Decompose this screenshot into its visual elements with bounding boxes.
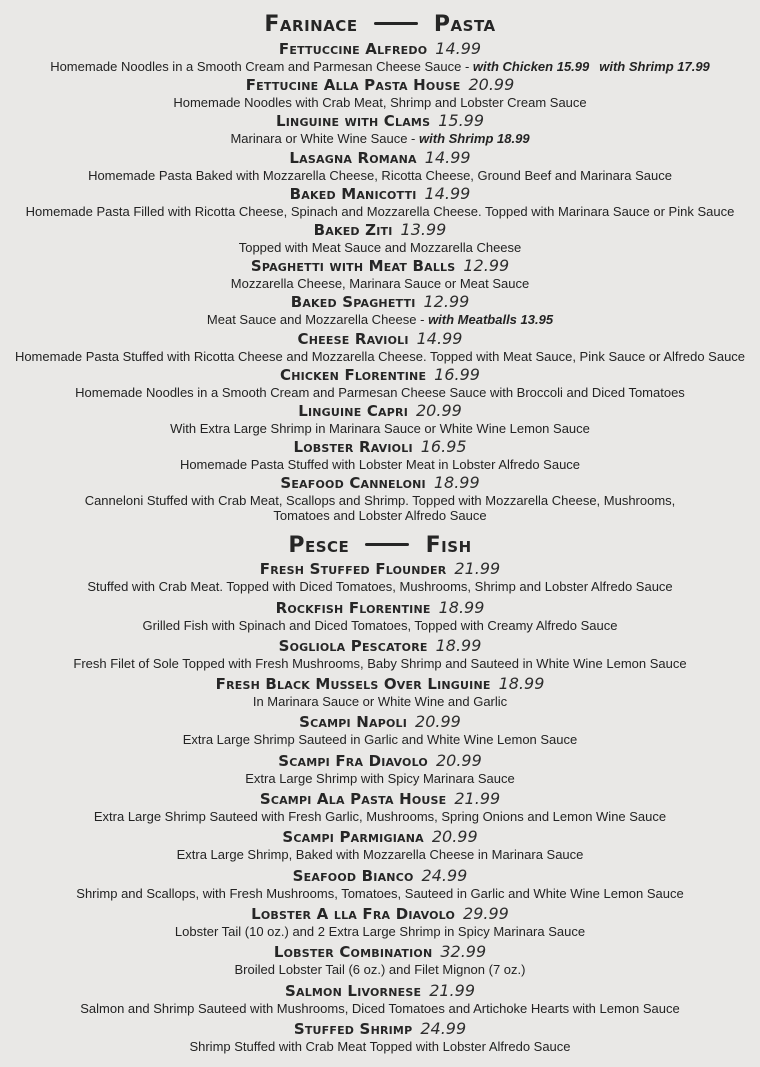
menu-item-description-text: Homemade Noodles with Crab Meat, Shrimp and Lobster Cream Sauce <box>173 95 587 111</box>
menu-item-heading <box>0 256 760 276</box>
menu-item-heading <box>0 636 760 656</box>
menu-item-description <box>0 847 760 862</box>
menu-item-name: Baked Manicotti <box>289 184 417 203</box>
menu-item-heading <box>0 329 760 349</box>
menu-item-heading <box>0 827 760 847</box>
menu-item-name: Fettuccine Alfredo <box>278 40 428 58</box>
menu-item <box>0 256 760 291</box>
menu-item-description-text: Shrimp and Scallops, with Fresh Mushrooms, Tomatoes, Sauteed in Garlic and White Wine Lemon Sauce <box>76 885 684 901</box>
menu-item-description-text: Extra Large Shrimp, Baked with Mozzarella Cheese in Marinara Sauce <box>176 847 584 863</box>
menu-item-price: 21.99 <box>429 980 475 1000</box>
menu-item-description-text: Homemade Pasta Baked with Mozzarella Cheese, Ricotta Cheese, Ground Beef and Marinara Sauce <box>88 167 672 183</box>
menu-item <box>0 75 760 110</box>
menu-item-description <box>0 385 760 400</box>
menu-item-addon-price: with Chicken 15.99 <box>472 59 590 74</box>
menu-item-heading <box>0 184 760 204</box>
menu-item-name: Fettucine Alla Pasta House <box>245 76 461 95</box>
menu-item-description <box>0 579 760 594</box>
menu-item <box>0 365 760 400</box>
menu-item-price: 21.99 <box>454 789 501 809</box>
menu-item-description <box>0 168 760 183</box>
menu-item-description <box>0 95 760 110</box>
menu-item-price: 18.99 <box>433 473 480 493</box>
menu-item-description-text: Homemade Noodles in a Smooth Cream and Parmesan Cheese Sauce with Broccoli and Diced Tomatoes <box>75 384 685 400</box>
menu-item-price: 20.99 <box>435 750 482 770</box>
menu-item-name: Lobster Combination <box>273 943 433 962</box>
menu-item-heading <box>0 751 760 771</box>
menu-item-name: Seafood Bianco <box>292 866 414 885</box>
menu-item-description-text: Extra Large Shrimp Sauteed in Garlic and White Wine Lemon Sauce <box>182 732 578 748</box>
menu-item-description-text: Lobster Tail (10 oz.) and 2 Extra Large Shrimp in Spicy Marinara Sauce <box>174 923 586 939</box>
menu-item-description <box>0 694 760 709</box>
menu-item-name: Scampi Parmigiana <box>282 828 424 847</box>
menu-item <box>0 904 760 939</box>
menu-item-name: Lasagna Romana <box>289 148 417 167</box>
menu-item-price: 20.99 <box>468 75 515 95</box>
menu-item <box>0 220 760 255</box>
menu-item <box>0 184 760 219</box>
pasta-title-italian: Farinace <box>264 12 358 37</box>
menu-item-heading <box>0 111 760 131</box>
menu-item-heading <box>0 712 760 732</box>
menu-item-price: 12.99 <box>463 256 510 276</box>
menu-item-heading <box>0 365 760 385</box>
menu-item-price: 18.99 <box>435 635 482 655</box>
menu-item <box>0 559 760 594</box>
menu-item-name: Fresh Black Mussels Over Linguine <box>215 675 491 694</box>
menu-item-price: 20.99 <box>416 400 462 420</box>
menu-item-description <box>0 771 760 786</box>
menu-item-description <box>0 656 760 671</box>
menu-item-price: 14.99 <box>424 147 471 167</box>
menu-item-name: Seafood Canneloni <box>280 474 426 493</box>
menu-item-name: Baked Ziti <box>313 220 393 239</box>
menu-item-name: Lobster A lla Fra Diavolo <box>251 904 456 923</box>
fish-title-english: Fish <box>425 533 472 559</box>
menu-item-price: 18.99 <box>498 674 545 694</box>
menu-item-description <box>0 59 760 74</box>
menu-item-price: 13.99 <box>400 219 447 239</box>
menu-item-price: 24.99 <box>420 1018 467 1038</box>
menu-item <box>0 636 760 671</box>
menu-item-description-text: Homemade Pasta Filled with Ricotta Cheese, Spinach and Mozzarella Cheese. Topped with Marinara Sauce or Pink Sauce <box>25 203 735 219</box>
menu-item-heading <box>0 75 760 95</box>
menu-item-description-text: With Extra Large Shrimp in Marinara Sauce or White Wine Lemon Sauce <box>170 420 590 436</box>
menu-item-price: 29.99 <box>463 903 509 923</box>
menu-item-description-text: In Marinara Sauce or White Wine and Garlic <box>252 694 508 710</box>
menu-item-description-text: Salmon and Shrimp Sauteed with Mushrooms, Diced Tomatoes and Artichoke Hearts with Lemon Sauce <box>80 1000 680 1016</box>
menu-item-name: Spaghetti with Meat Balls <box>250 257 456 276</box>
menu-item-heading <box>0 598 760 618</box>
menu-item-description-text: Fresh Filet of Sole Topped with Fresh Mushrooms, Baby Shrimp and Sauteed in White Wine Lemon Sauce <box>73 655 687 671</box>
menu-item-heading <box>0 904 760 924</box>
menu-item-description <box>0 924 760 939</box>
pasta-section-title <box>0 0 760 38</box>
menu-item-heading <box>0 401 760 421</box>
menu-item-description <box>0 1001 760 1016</box>
title-dash-divider <box>374 22 418 25</box>
menu-item-description <box>0 131 760 146</box>
fish-item-list <box>0 559 760 1054</box>
menu-item <box>0 598 760 633</box>
menu-item-price: 12.99 <box>423 292 470 312</box>
menu-item-description-text: Extra Large Shrimp with Spicy Marinara Sauce <box>245 770 515 786</box>
menu-item <box>0 473 760 523</box>
menu-item-description-text: Meat Sauce and Mozzarella Cheese - <box>206 312 425 328</box>
menu-item <box>0 39 760 74</box>
menu-item-name: Chicken Florentine <box>280 365 427 384</box>
menu-item-price: 20.99 <box>431 827 478 847</box>
menu-item-price: 16.99 <box>434 364 480 384</box>
menu-item <box>0 751 760 786</box>
menu-item <box>0 866 760 901</box>
menu-item-description <box>0 1039 760 1054</box>
menu-item-description-text: Extra Large Shrimp Sauteed with Fresh Garlic, Mushrooms, Spring Onions and Lemon Wine Sauce <box>93 809 667 825</box>
menu-item-description-text: Broiled Lobster Tail (6 oz.) and Filet Mignon (7 oz.) <box>234 962 526 978</box>
menu-item-name: Baked Spaghetti <box>290 293 416 312</box>
menu-item-price: 32.99 <box>440 942 487 962</box>
menu-item-price: 16.95 <box>420 437 467 457</box>
menu-item-price: 14.99 <box>416 328 463 348</box>
menu-item-description <box>0 276 760 291</box>
menu-item-heading <box>0 1019 760 1039</box>
menu-item-heading <box>0 473 760 493</box>
menu-item-heading <box>0 437 760 457</box>
menu-item-heading <box>0 559 760 579</box>
menu-item-price: 14.99 <box>424 183 471 203</box>
menu-item-description-text: Mozzarella Cheese, Marinara Sauce or Meat Sauce <box>230 276 530 292</box>
menu-item <box>0 111 760 146</box>
menu-item-name: Scampi Ala Pasta House <box>259 790 447 809</box>
menu-item-addon-price: with Meatballs 13.95 <box>428 312 554 328</box>
menu-item-price: 20.99 <box>415 712 461 732</box>
menu-item-heading <box>0 674 760 694</box>
menu-item <box>0 712 760 747</box>
menu-item-description-text: Canneloni Stuffed with Crab Meat, Scallops and Shrimp. Topped with Mozzarella Cheese, Mushrooms, Tomatoes and Lobster Alfredo Sauce <box>84 493 676 524</box>
menu-item-description <box>0 312 760 327</box>
menu-item-name: Scampi Fra Diavolo <box>278 751 428 770</box>
menu-item-name: Scampi Napoli <box>299 713 408 732</box>
menu-item-heading <box>0 789 760 809</box>
menu-item <box>0 674 760 709</box>
menu-item-description-text: Grilled Fish with Spinach and Diced Tomatoes, Topped with Creamy Alfredo Sauce <box>142 617 618 633</box>
menu-item <box>0 401 760 436</box>
menu-item-description <box>0 457 760 472</box>
menu-item-name: Salmon Livornese <box>284 981 422 1000</box>
menu-item-price: 14.99 <box>435 39 482 58</box>
menu-item-description <box>80 493 680 523</box>
menu-item <box>0 292 760 327</box>
menu-item-name: Sogliola Pescatore <box>278 636 428 655</box>
menu-item-description <box>0 886 760 901</box>
menu-item-heading <box>0 981 760 1001</box>
menu-item <box>0 329 760 364</box>
fish-section-title <box>0 533 760 559</box>
menu-item-price: 24.99 <box>421 865 468 885</box>
menu-item <box>0 942 760 977</box>
menu-item-description <box>0 204 760 219</box>
menu-item-description <box>0 732 760 747</box>
menu-item-name: Stuffed Shrimp <box>293 1019 413 1038</box>
menu-item-heading <box>0 148 760 168</box>
menu-item <box>0 437 760 472</box>
fish-title-italian: Pesce <box>288 533 350 559</box>
menu-item-description-text: Stuffed with Crab Meat. Topped with Diced Tomatoes, Mushrooms, Shrimp and Lobster Alfredo Sauce <box>87 579 673 595</box>
menu-item-description-text: Homemade Pasta Stuffed with Lobster Meat in Lobster Alfredo Sauce <box>179 457 581 473</box>
menu-item-description <box>0 421 760 436</box>
menu-item-heading <box>0 220 760 240</box>
menu-item-description <box>0 962 760 977</box>
menu-item-heading <box>0 866 760 886</box>
menu-item <box>0 827 760 862</box>
menu-item-description <box>0 349 760 364</box>
menu-item-addon-price: with Shrimp 17.99 <box>599 59 710 74</box>
menu-item-name: Rockfish Florentine <box>275 598 431 617</box>
title-dash-divider <box>365 543 409 546</box>
menu-item-heading <box>0 39 760 59</box>
menu-item-heading <box>0 942 760 962</box>
menu-item-description-text: Shrimp Stuffed with Crab Meat Topped with Lobster Alfredo Sauce <box>189 1038 571 1054</box>
menu-item-price: 15.99 <box>438 111 485 131</box>
menu-item-addon-price: with Shrimp 18.99 <box>419 131 530 147</box>
menu-item <box>0 981 760 1016</box>
menu-item-name: Linguine with Clams <box>275 112 431 131</box>
menu-item-description-text: Homemade Pasta Stuffed with Ricotta Cheese and Mozzarella Cheese. Topped with Meat Sauce, Pink Sauce or Alfredo Sauce <box>14 348 746 364</box>
menu-item-price: 21.99 <box>454 559 501 579</box>
menu-item-description <box>0 618 760 633</box>
menu-item-price: 18.99 <box>438 597 485 617</box>
pasta-item-list <box>0 39 760 523</box>
menu-item-heading <box>0 292 760 312</box>
menu-item-name: Lobster Ravioli <box>293 438 413 457</box>
menu-item <box>0 789 760 824</box>
menu-item-description-text: Homemade Noodles in a Smooth Cream and Parmesan Cheese Sauce - <box>50 59 470 74</box>
menu-item-name: Cheese Ravioli <box>297 329 409 348</box>
menu-item <box>0 1019 760 1054</box>
menu-item <box>0 148 760 183</box>
menu-item-description <box>0 240 760 255</box>
menu-item-name: Linguine Capri <box>298 401 408 420</box>
pasta-title-english: Pasta <box>433 12 496 37</box>
menu-item-description-text: Marinara or White Wine Sauce - <box>230 131 416 147</box>
menu-item-description-text: Topped with Meat Sauce and Mozzarella Cheese <box>238 239 522 255</box>
menu-item-name: Fresh Stuffed Flounder <box>259 560 447 579</box>
menu-item-description <box>0 809 760 824</box>
